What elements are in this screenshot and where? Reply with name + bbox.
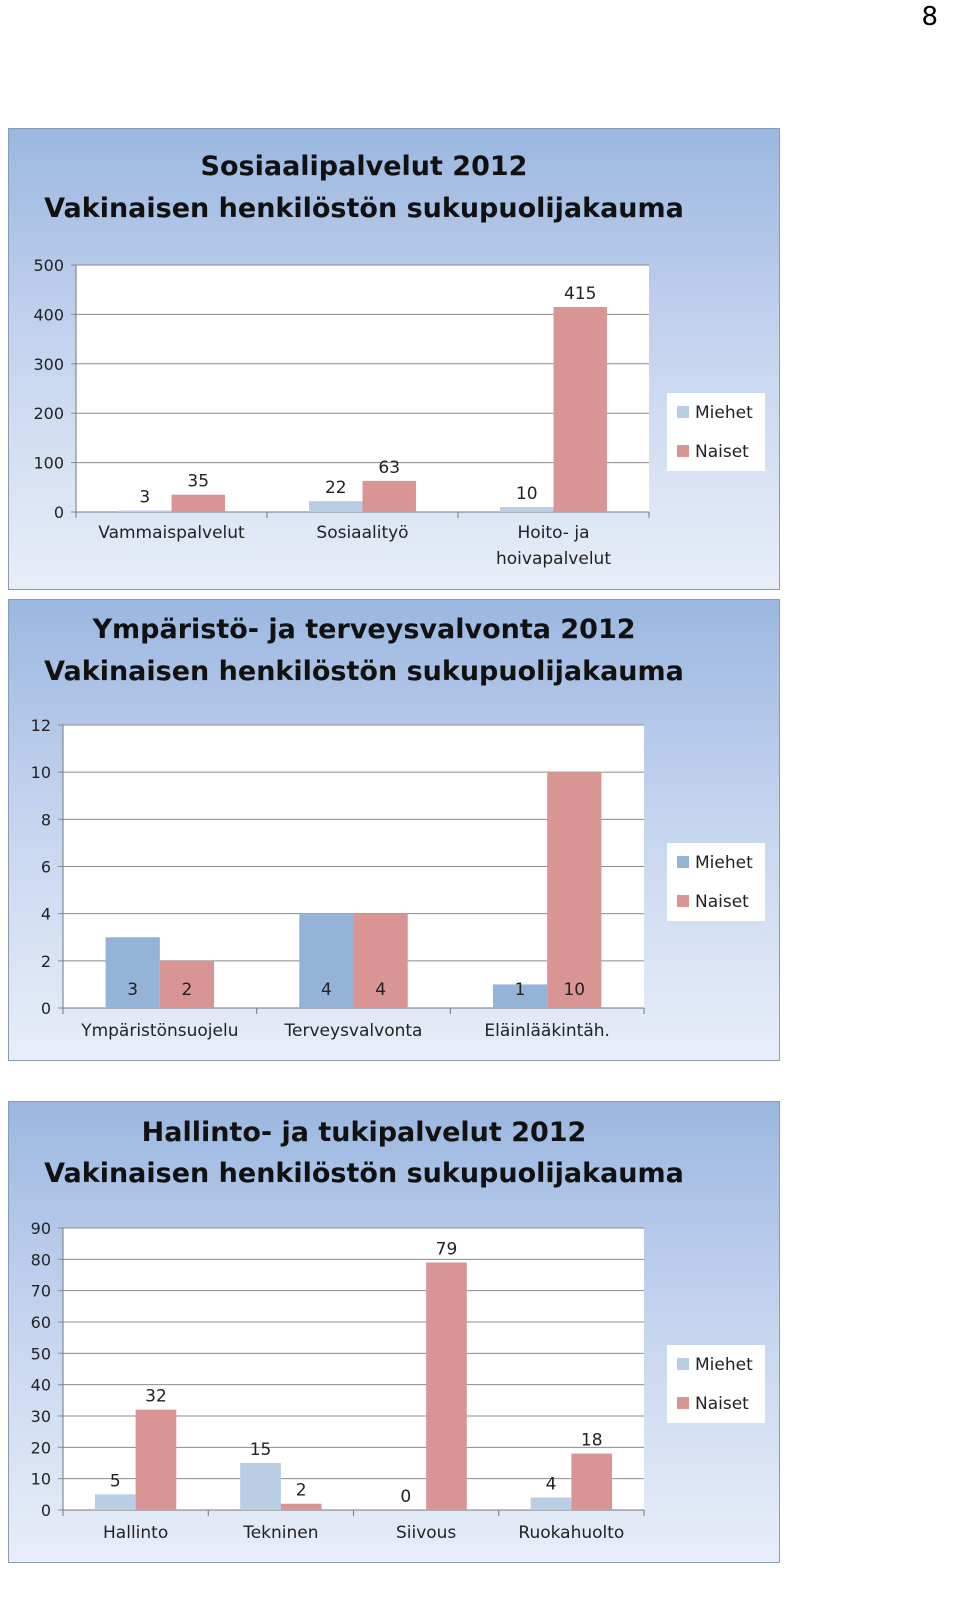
chart-title-line-2: Vakinaisen henkilöstön sukupuolijakauma xyxy=(44,193,684,224)
y-tick-label: 12 xyxy=(30,716,51,735)
category-label: Terveysvalvonta xyxy=(284,1021,423,1041)
y-tick-label: 70 xyxy=(30,1281,51,1301)
y-tick-label: 0 xyxy=(40,999,51,1018)
y-tick-label: 20 xyxy=(30,1438,51,1458)
data-label: 4 xyxy=(375,980,387,1000)
legend-label-miehet: Miehet xyxy=(695,853,753,873)
legend-swatch-miehet xyxy=(677,1358,689,1370)
data-label: 18 xyxy=(580,1430,603,1451)
data-label: 63 xyxy=(378,457,401,478)
y-tick-label: 400 xyxy=(33,305,64,325)
chart-hallinto xyxy=(9,1102,780,1563)
y-tick-label: 10 xyxy=(30,763,51,783)
chart-panel-sosiaalipalvelut xyxy=(8,128,780,590)
chart-title-line-2: Vakinaisen henkilöstön sukupuolijakauma xyxy=(44,1158,684,1189)
legend-swatch-naiset xyxy=(677,1397,689,1409)
chart-ymparisto xyxy=(9,600,780,1061)
data-label: 5 xyxy=(109,1471,121,1492)
chart-sosiaalipalvelut xyxy=(9,129,780,590)
bar-naiset xyxy=(172,495,225,512)
y-tick-label: 0 xyxy=(40,1501,51,1520)
y-tick-label: 0 xyxy=(53,503,64,522)
data-label: 2 xyxy=(295,1480,307,1501)
y-tick-label: 60 xyxy=(30,1313,51,1332)
y-tick-label: 4 xyxy=(40,904,51,924)
category-label: Sosiaalityö xyxy=(316,523,409,543)
category-label: Hoito- ja xyxy=(517,523,590,543)
y-tick-label: 30 xyxy=(30,1407,51,1426)
chart-title-line-1: Sosiaalipalvelut 2012 xyxy=(200,151,528,182)
data-label: 10 xyxy=(563,980,586,1000)
category-label: Hallinto xyxy=(103,1523,169,1543)
bar-miehet xyxy=(500,507,553,512)
y-tick-label: 10 xyxy=(30,1469,51,1489)
data-label: 32 xyxy=(145,1386,167,1407)
legend-label-naiset: Naiset xyxy=(695,1394,749,1414)
category-label: Siivous xyxy=(395,1523,457,1543)
bar-naiset xyxy=(554,307,607,512)
data-label: 4 xyxy=(545,1474,557,1495)
bar-miehet xyxy=(240,1463,281,1510)
category-label: hoivapalvelut xyxy=(496,549,611,569)
legend-label-naiset: Naiset xyxy=(695,892,749,912)
data-label: 415 xyxy=(564,283,597,304)
chart-title-line-1: Ympäristö- ja terveysvalvonta 2012 xyxy=(92,614,636,645)
y-tick-label: 300 xyxy=(33,354,64,374)
y-tick-label: 500 xyxy=(33,256,64,275)
data-label: 10 xyxy=(515,484,538,505)
y-tick-label: 8 xyxy=(40,810,51,830)
bar-miehet xyxy=(95,1494,136,1510)
legend-swatch-naiset xyxy=(677,445,689,457)
y-tick-label: 40 xyxy=(30,1375,51,1395)
page-number: 8 xyxy=(921,2,938,32)
data-label: 15 xyxy=(249,1440,272,1460)
legend-swatch-miehet xyxy=(677,406,689,418)
data-label: 4 xyxy=(320,980,332,1000)
legend-label-miehet: Miehet xyxy=(695,1355,753,1375)
category-label: Vammaispalvelut xyxy=(98,523,245,543)
bar-naiset xyxy=(281,1504,322,1510)
legend-swatch-miehet xyxy=(677,856,689,868)
chart-title-line-1: Hallinto- ja tukipalvelut 2012 xyxy=(141,1117,587,1148)
legend-swatch-naiset xyxy=(677,895,689,907)
y-tick-label: 2 xyxy=(40,951,51,971)
y-tick-label: 90 xyxy=(30,1219,51,1238)
bar-miehet xyxy=(118,511,171,512)
bar-naiset xyxy=(571,1454,612,1510)
legend-label-naiset: Naiset xyxy=(695,442,749,462)
y-tick-label: 50 xyxy=(30,1344,51,1364)
bar-miehet xyxy=(309,501,362,512)
data-label: 3 xyxy=(139,487,151,508)
chart-panel-hallinto xyxy=(8,1101,780,1563)
category-label: Eläinlääkintäh. xyxy=(484,1021,610,1041)
data-label: 2 xyxy=(181,980,193,1000)
data-label: 3 xyxy=(127,980,139,1000)
legend-label-miehet: Miehet xyxy=(695,403,753,423)
y-tick-label: 80 xyxy=(30,1250,51,1270)
y-tick-label: 6 xyxy=(40,857,51,877)
data-label: 0 xyxy=(400,1487,412,1507)
y-tick-label: 100 xyxy=(33,453,64,473)
bar-naiset xyxy=(363,481,416,512)
y-tick-label: 200 xyxy=(33,404,64,424)
bar-naiset xyxy=(426,1262,467,1510)
chart-title-line-2: Vakinaisen henkilöstön sukupuolijakauma xyxy=(44,656,684,687)
data-label: 1 xyxy=(514,980,526,1000)
category-label: Ruokahuolto xyxy=(518,1523,625,1543)
data-label: 79 xyxy=(435,1239,458,1260)
chart-panel-ymparisto xyxy=(8,599,780,1061)
category-label: Tekninen xyxy=(243,1523,319,1543)
data-label: 22 xyxy=(324,478,347,499)
bar-naiset xyxy=(547,772,601,1008)
category-label: Ympäristönsuojelu xyxy=(81,1021,239,1041)
data-label: 35 xyxy=(187,471,210,492)
bar-naiset xyxy=(136,1410,177,1510)
bar-miehet xyxy=(531,1497,572,1510)
